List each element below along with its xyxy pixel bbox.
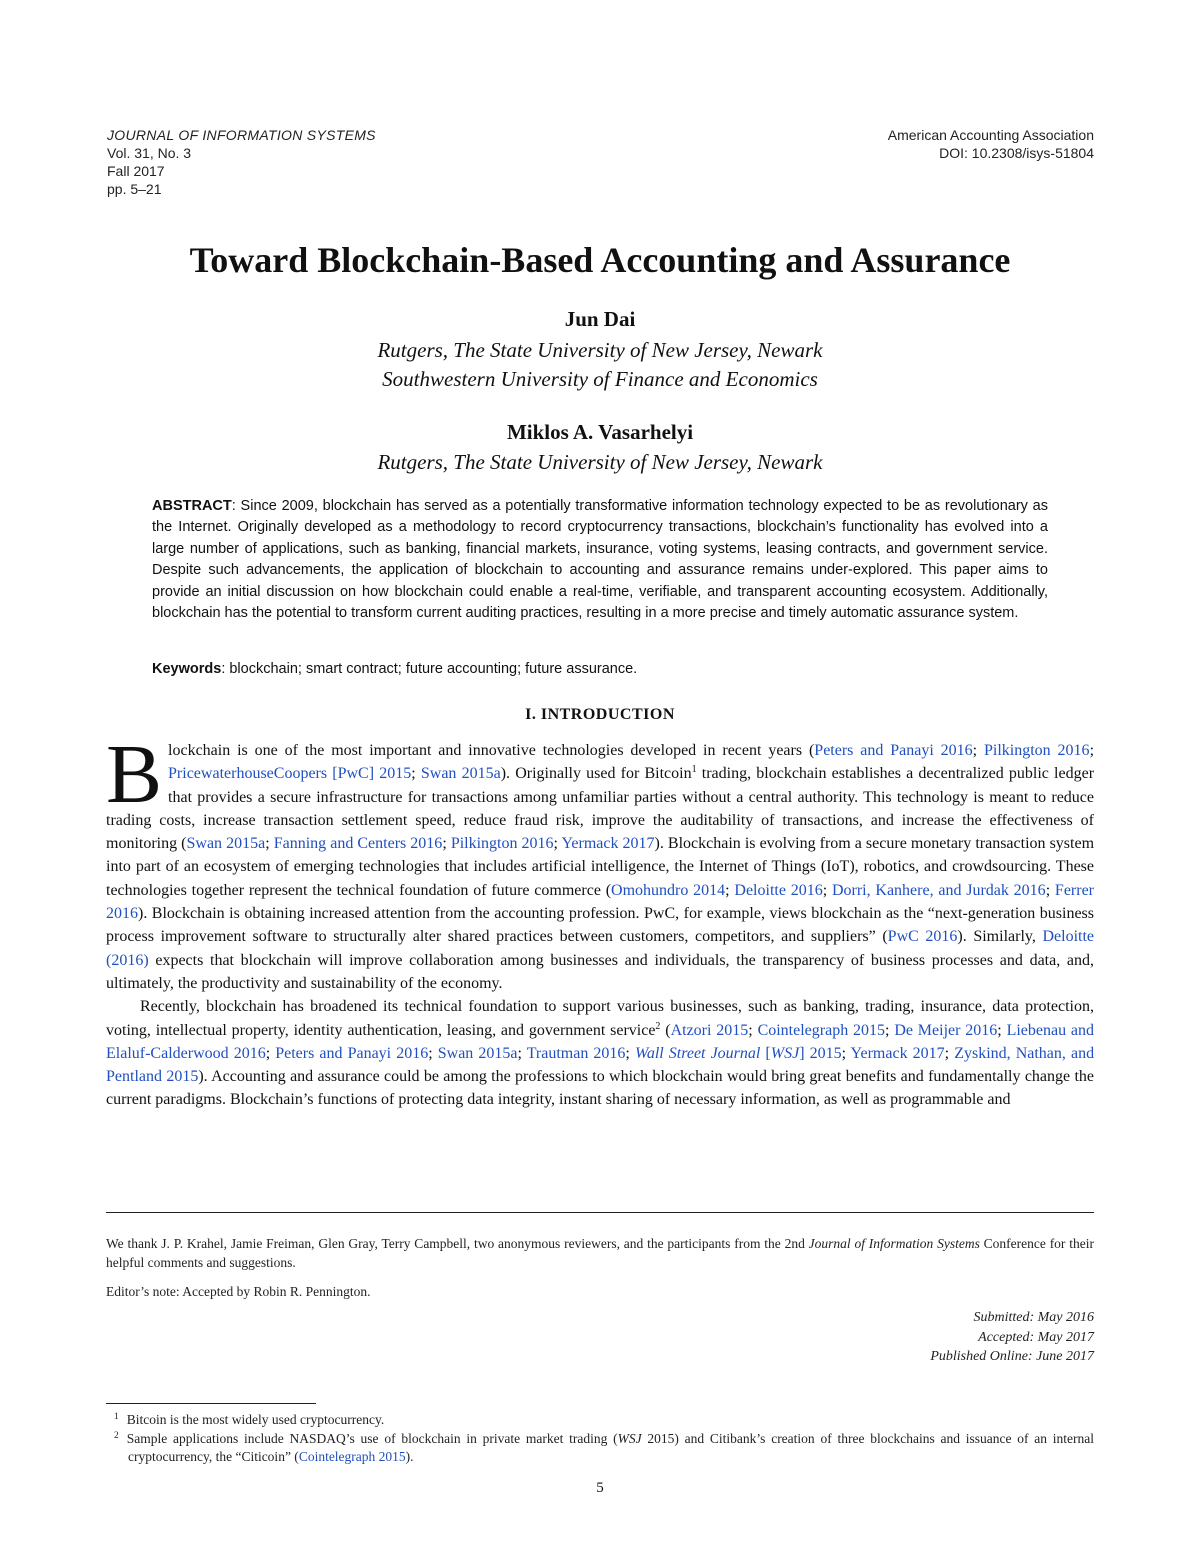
text-run: expects that blockchain will improve collaboration among businesses and individuals, the transparency of business processes and data, and, ultimately, the productivity and sustainability of the economy.: [106, 951, 1094, 992]
citation-link[interactable]: Omohundro 2014: [611, 881, 726, 899]
citation-link[interactable]: Deloitte 2016: [734, 881, 823, 899]
citation-link[interactable]: Yermack 2017: [850, 1044, 945, 1062]
footnote-marker[interactable]: 2: [655, 1020, 661, 1032]
text-run: ;: [265, 1044, 276, 1062]
text-run: ;: [411, 765, 421, 783]
text-run: ;: [748, 1021, 758, 1039]
doi[interactable]: DOI: 10.2308/isys-51804: [939, 145, 1094, 161]
citation-link[interactable]: Peters and Panayi 2016: [275, 1044, 429, 1062]
citation-link[interactable]: Zyskind, Nathan, and Pentland 2015: [106, 1044, 1095, 1086]
citation-link[interactable]: Cointelegraph 2015: [298, 1449, 406, 1464]
citation-link[interactable]: Pilkington 2016: [450, 835, 554, 853]
citation-link[interactable]: Liebenau and Elaluf-Calderwood 2016: [106, 1021, 1095, 1062]
text-run: trading, blockchain establishes a decentralized public ledger that provides a secure infrastructure for transactions among unfamiliar parties without a central authority. This technology is meant to reduce trading costs, increase transaction settlement speed, reduce fraud risk, improve the auditability of transactions, and increase the effectiveness of monitoring (: [106, 765, 1095, 853]
journal-season: Fall 2017: [107, 163, 165, 179]
editor-note: Editor’s note: Accepted by Robin R. Pennington.: [106, 1284, 371, 1299]
citation-link[interactable]: Deloitte (2016): [106, 928, 1095, 969]
text-run: ;: [625, 1044, 635, 1062]
citation-link[interactable]: Swan 2015a: [437, 1044, 518, 1062]
author-affiliation: Southwestern University of Finance and Economics: [382, 367, 818, 391]
journal-title: JOURNAL OF INFORMATION SYSTEMS: [107, 127, 376, 143]
text-run: ;: [553, 835, 562, 853]
body-text: [106, 728, 1095, 1112]
footnote-text: ).: [405, 1449, 414, 1464]
acknowledgment: [106, 1234, 1094, 1272]
publisher-header: [888, 126, 1094, 162]
paragraph: [106, 728, 1095, 995]
footnotes: [106, 1411, 1094, 1467]
footnote-text: Bitcoin is the most widely used cryptocurrency.: [126, 1412, 385, 1427]
citation-link[interactable]: Pilkington 2016: [984, 742, 1090, 759]
paper-title: Toward Blockchain-Based Accounting and Assurance: [189, 240, 1011, 280]
author-affiliation: Rutgers, The State University of New Jersey, Newark: [377, 338, 823, 362]
text-run: ] 2015: [799, 1044, 842, 1062]
citation-link[interactable]: Fanning and Centers 2016: [273, 835, 443, 853]
journal-name-italic: Journal of Information Systems: [808, 1236, 980, 1251]
abstract-label: ABSTRACT: [152, 498, 232, 514]
citation-link[interactable]: Yermack 2017: [561, 835, 655, 853]
footnote-number: 1: [114, 1412, 119, 1422]
text-run: Recently, blockchain has broadened its technical foundation to support various businesses, such as banking, trading, insurance, data protection, voting, intellectual property, identity authentication, leasing, and government service: [106, 998, 1094, 1039]
text-run: ;: [822, 881, 832, 899]
footnote-marker[interactable]: 1: [691, 764, 697, 776]
journal-header: [107, 126, 376, 198]
text-run: ;: [997, 1021, 1007, 1039]
footnote-text: Sample applications include NASDAQ’s use of blockchain in private market trading (: [126, 1430, 618, 1446]
publisher-name: American Accounting Association: [887, 127, 1094, 143]
text-run: We thank J. P. Krahel, Jamie Freiman, Glen Gray, Terry Campbell, two anonymous reviewers, and the participants from the 2nd: [106, 1236, 809, 1251]
citation-italic: Wall Street Journal: [634, 1044, 761, 1062]
text-run: ). Blockchain is obtaining increased attention from the accounting profession. PwC, for example, views blockchain as the “next-generation business process improvement software to structurally alter shared practices between customers, competitors, and suppliers” (: [106, 905, 1094, 946]
citation-link[interactable]: De Meijer 2016: [894, 1021, 998, 1039]
citation-link[interactable]: Trautman 2016: [526, 1044, 626, 1062]
footnote-text: 2015) and Citibank’s creation of three blockchains and issuance of an internal cryptocurrency, the “Citicoin” (: [128, 1430, 1094, 1464]
text-run: ;: [1045, 881, 1055, 899]
text-run: ;: [725, 881, 735, 899]
author-name: Jun Dai: [564, 307, 636, 331]
text-run: ;: [841, 1044, 851, 1062]
citation-italic: WSJ: [770, 1044, 800, 1062]
text-run: (: [660, 1021, 671, 1039]
page-number: 5: [596, 1480, 604, 1496]
paragraph: [106, 995, 1094, 1111]
section-heading: I. INTRODUCTION: [525, 706, 675, 723]
text-run: [: [760, 1044, 771, 1062]
abstract: [152, 496, 1048, 624]
text-run: ;: [1089, 742, 1095, 759]
citation-link[interactable]: Swan 2015a: [420, 765, 501, 783]
keywords: [152, 659, 1048, 680]
accepted-date: Accepted: May 2017: [978, 1329, 1094, 1345]
text-run: lockchain is one of the most important and innovative technologies developed in recent years (: [168, 742, 815, 759]
citation-link[interactable]: Atzori 2015: [670, 1021, 749, 1039]
text-run: ;: [972, 742, 984, 759]
citation-link[interactable]: Swan 2015a: [186, 835, 266, 853]
footnote-number: 2: [114, 1430, 119, 1441]
keywords-text: : blockchain; smart contract; future accounting; future assurance.: [221, 661, 638, 677]
citation-link[interactable]: Cointelegraph 2015: [757, 1021, 886, 1039]
text-run: ;: [428, 1044, 438, 1062]
journal-volume: Vol. 31, No. 3: [107, 145, 192, 161]
submitted-date: Submitted: May 2016: [973, 1310, 1094, 1325]
author-name: Miklos A. Vasarhelyi: [506, 420, 694, 444]
abstract-text: : Since 2009, blockchain has served as a potentially transformative information technology expected to be as revolutionary as the Internet. Originally developed as a methodology to record cryptocurrency transactions, blockchain’s functionality has evolved into a large number of applications, such as banking, financial markets, insurance, voting systems, leasing contracts, and government service. Despite such advancements, the application of blockchain to accounting and assurance remains under-explored. This paper aims to provide an initial discussion on how blockchain could enable a real-time, verifiable, and transparent accounting ecosystem. Additionally, blockchain has the potential to transform current auditing practices, resulting in a more precise and timely automatic assurance system.: [152, 498, 1048, 622]
footnote-divider: [106, 1403, 316, 1404]
footnote: [106, 1411, 1094, 1430]
keywords-label: Keywords: [152, 661, 222, 677]
text-run: ;: [265, 835, 274, 853]
journal-pages: pp. 5–21: [107, 181, 162, 197]
text-run: ). Accounting and assurance could be among the professions to which blockchain would bring great benefits and fundamentally change the current paradigms. Blockchain’s functions of protecting data integrity, instant sharing of necessary information, as well as programmable and: [106, 1068, 1095, 1109]
footnote-italic: WSJ: [617, 1430, 642, 1446]
citation-link[interactable]: Peters and Panayi 2016: [814, 742, 973, 759]
published-date: Published Online: June 2017: [930, 1349, 1094, 1364]
citation-link[interactable]: PwC 2016: [887, 928, 958, 946]
author-affiliation: Rutgers, The State University of New Jersey, Newark: [377, 450, 823, 474]
citation-link[interactable]: Dorri, Kanhere, and Jurdak 2016: [831, 881, 1046, 899]
citation-link[interactable]: [635, 1045, 842, 1062]
divider: [106, 1212, 1094, 1213]
text-run: ). Blockchain is evolving from a secure monetary transaction system into part of an ecosystem of emerging technologies that includes artificial intelligence, the Internet of Things (IoT), robotics, and crowdsourcing. These technologies together represent the technical foundation of future commerce (: [106, 835, 1095, 899]
footnote: [106, 1430, 1094, 1467]
text-run: ). Originally used for Bitcoin: [500, 765, 692, 783]
text-run: ). Similarly,: [957, 928, 1043, 946]
text-run: ;: [442, 835, 451, 853]
drop-cap: B: [106, 728, 163, 821]
citation-link[interactable]: Ferrer 2016: [106, 881, 1095, 923]
text-run: ;: [885, 1021, 895, 1039]
text-run: ;: [517, 1044, 527, 1062]
text-run: Conference for their helpful comments and suggestions.: [106, 1236, 1094, 1270]
citation-link[interactable]: PricewaterhouseCoopers [PwC] 2015: [168, 765, 412, 783]
publication-dates: [930, 1308, 1094, 1367]
text-run: ;: [944, 1044, 955, 1062]
